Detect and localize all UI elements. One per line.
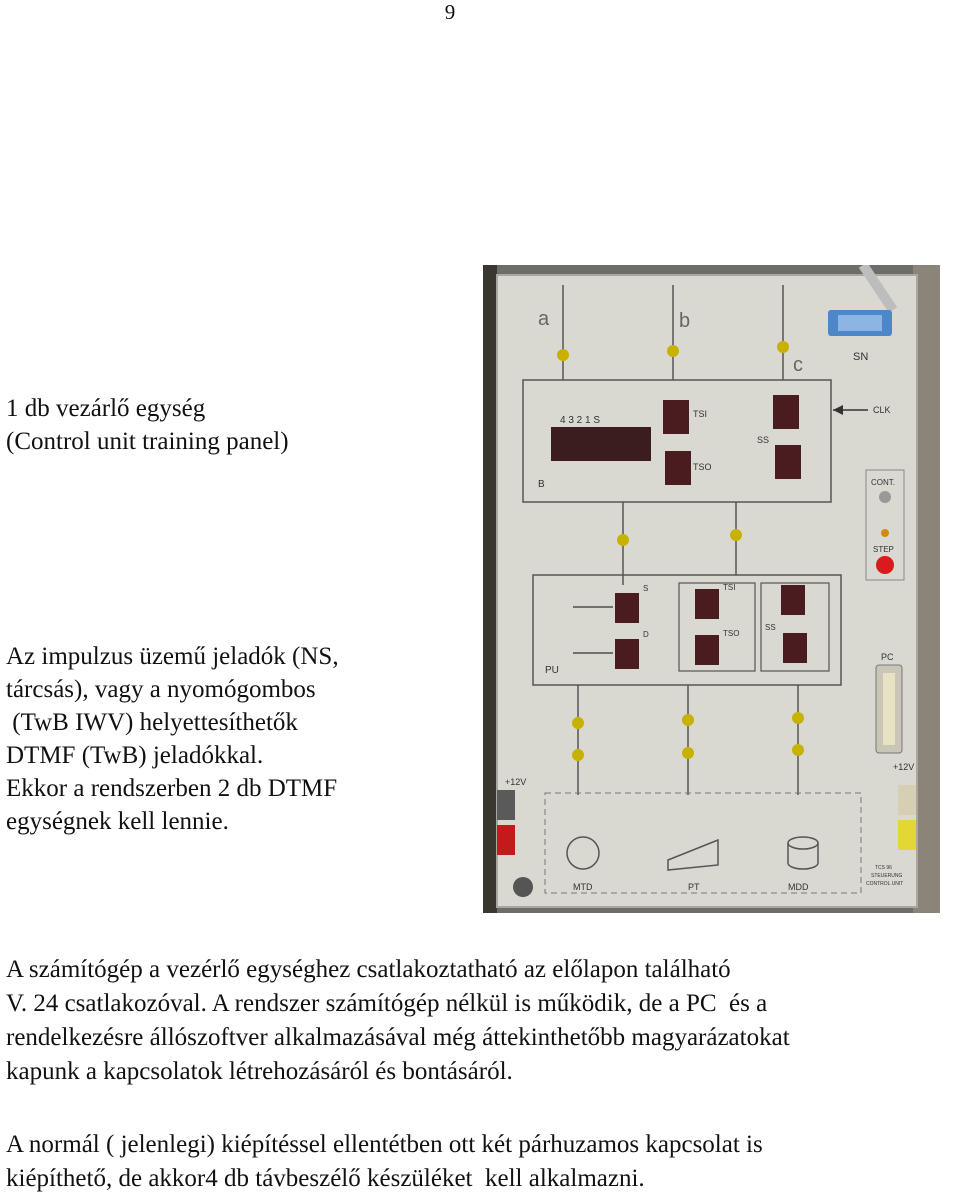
note-line: egységnek kell lennie. bbox=[6, 808, 229, 835]
digits-label: 4 3 2 1 S bbox=[560, 415, 601, 426]
footer-label-1: TCS 96 bbox=[875, 865, 892, 871]
note-line: Ekkor a rendszerben 2 db DTMF bbox=[6, 775, 338, 802]
note-line: DTMF (TwB) jeladókkal. bbox=[6, 742, 264, 769]
item-title bbox=[6, 392, 289, 458]
step-label: STEP bbox=[873, 545, 894, 554]
note-line: (TwB IWV) helyettesíthetők bbox=[6, 709, 298, 736]
page-number: 9 bbox=[444, 0, 456, 24]
mtd-label: MTD bbox=[573, 882, 593, 892]
sn-label: SN bbox=[853, 351, 869, 363]
item-title-line: 1 db vezárlő egység bbox=[6, 395, 206, 422]
v12-right-label: +12V bbox=[893, 762, 915, 772]
footer-label-3: CONTROL UNIT bbox=[866, 881, 904, 887]
paragraph-line: V. 24 csatlakozóval. A rendszer számítógép nélkül is működik, de a PC és a bbox=[6, 990, 768, 1017]
ss-label: SS bbox=[757, 435, 770, 445]
tso-label-pu: TSO bbox=[723, 629, 740, 638]
item-note bbox=[6, 640, 339, 838]
v12-left-label: +12V bbox=[505, 777, 527, 787]
paragraph-line: rendelkezésre állószoftver alkalmazásával még áttekinthetőbb magyarázatokat bbox=[6, 1024, 790, 1051]
paragraph-line: A normál ( jelenlegi) kiépítéssel ellentétben ott két párhuzamos kapcsolat is bbox=[6, 1131, 763, 1158]
tso-label: TSO bbox=[693, 462, 712, 472]
block-b-label: B bbox=[538, 479, 545, 490]
note-line: tárcsás), vagy a nyomógombos bbox=[6, 676, 316, 703]
cont-label: CONT. bbox=[871, 478, 895, 487]
pc-label: PC bbox=[881, 652, 894, 662]
clk-label: CLK bbox=[873, 405, 891, 415]
paragraph-2 bbox=[6, 1128, 763, 1196]
pu-label: PU bbox=[545, 665, 559, 676]
line-a-label: a bbox=[538, 308, 550, 330]
item-title-line: (Control unit training panel) bbox=[6, 428, 289, 455]
pt-label: PT bbox=[688, 882, 700, 892]
paragraph-line: kapunk a kapcsolatok létrehozásáról és bontásáról. bbox=[6, 1058, 513, 1085]
paragraph-1 bbox=[6, 953, 790, 1089]
tsi-label-pu: TSI bbox=[723, 583, 736, 592]
control-unit-photo bbox=[483, 265, 940, 913]
footer-label-2: STEUERUNG bbox=[871, 873, 903, 879]
paragraph-line: A számítógép a vezérlő egységhez csatlakoztatható az előlapon található bbox=[6, 956, 731, 983]
line-b-label: b bbox=[679, 310, 691, 332]
paragraph-line: kiépíthető, de akkor4 db távbeszélő készüléket kell alkalmazni. bbox=[6, 1165, 645, 1192]
ss-label-pu: SS bbox=[765, 623, 776, 632]
tsi-label: TSI bbox=[693, 409, 708, 419]
mdd-label: MDD bbox=[788, 882, 809, 892]
s-label: S bbox=[643, 584, 649, 593]
note-line: Az impulzus üzemű jeladók (NS, bbox=[6, 643, 339, 670]
d-label: D bbox=[643, 630, 649, 639]
line-c-label: c bbox=[793, 354, 803, 376]
